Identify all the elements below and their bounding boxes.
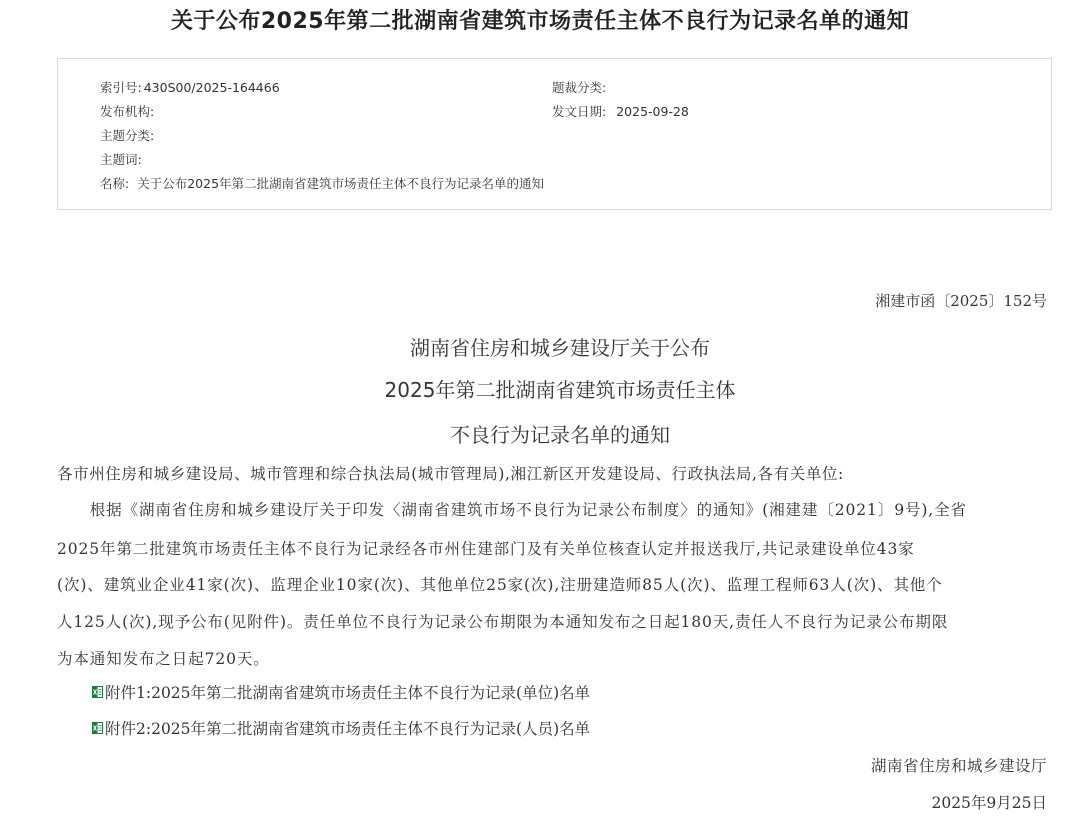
heading-line-2: 2025年第二批湖南省建筑市场责任主体 xyxy=(384,378,736,402)
signature-date: 2025年9月25日 xyxy=(931,794,1047,812)
meta-keywords-label: 主题词: xyxy=(100,152,142,167)
heading-line-3: 不良行为记录名单的通知 xyxy=(450,423,670,447)
meta-name-label: 名称: xyxy=(100,176,130,191)
meta-date-value: 2025-09-28 xyxy=(616,104,689,119)
meta-date xyxy=(552,102,689,120)
meta-topic-label: 主题分类: xyxy=(100,128,155,143)
attachment-label-2[interactable]: 附件2:2025年第二批湖南省建筑市场责任主体不良行为记录(人员)名单 xyxy=(105,720,591,738)
meta-name-value: 关于公布2025年第二批湖南省建筑市场责任主体不良行为记录名单的通知 xyxy=(137,176,545,191)
attachment-link-2[interactable] xyxy=(92,717,590,739)
meta-issuer-label: 发布机构: xyxy=(100,104,155,119)
meta-keywords xyxy=(100,150,144,168)
salutation: 各市州住房和城乡建设局、城市管理和综合执法局(城市管理局),湘江新区开发建设局、行政执法局,各有关单位: xyxy=(57,465,844,483)
meta-category-label: 题裁分类: xyxy=(552,80,607,95)
excel-file-icon xyxy=(92,686,103,698)
issuer-signature: 湖南省住房和城乡建设厅 xyxy=(870,757,1047,775)
meta-index-value: 430S00/2025-164466 xyxy=(143,80,280,95)
meta-topic xyxy=(100,126,156,144)
paragraph-line: 2025年第二批建筑市场责任主体不良行为记录经各市州住建部门及有关单位核查认定并报送我厅,共记录建设单位43家 xyxy=(57,540,915,558)
paragraph-line: 人125人(次),现予公布(见附件)。责任单位不良行为记录公布期限为本通知发布之日起180天,责任人不良行为记录公布期限 xyxy=(57,613,949,631)
paragraph-line: 根据《湖南省住房和城乡建设厅关于印发〈湖南省建筑市场不良行为记录公布制度〉的通知》(湘建建〔2021〕9号),全省 xyxy=(57,501,967,519)
paragraph-line: 为本通知发布之日起720天。 xyxy=(57,650,270,668)
meta-date-label: 发文日期: xyxy=(552,104,607,119)
paragraph-line: (次)、建筑业企业41家(次)、监理企业10家(次)、其他单位25家(次),注册建造师85人(次)、监理工程师63人(次)、其他个 xyxy=(57,576,943,594)
meta-category xyxy=(552,78,608,96)
meta-issuer xyxy=(100,102,156,120)
attachment-link-1[interactable] xyxy=(92,681,590,703)
meta-index-label: 索引号: xyxy=(100,80,142,95)
meta-index xyxy=(100,78,280,96)
document-number: 湘建市函〔2025〕152号 xyxy=(875,292,1047,310)
document-info-box xyxy=(57,58,1052,210)
attachment-label-1[interactable]: 附件1:2025年第二批湖南省建筑市场责任主体不良行为记录(单位)名单 xyxy=(105,684,591,702)
heading-line-1: 湖南省住房和城乡建设厅关于公布 xyxy=(410,336,710,360)
page-title: 关于公布2025年第二批湖南省建筑市场责任主体不良行为记录名单的通知 xyxy=(170,9,910,34)
meta-name xyxy=(100,174,544,192)
excel-file-icon xyxy=(92,722,103,734)
